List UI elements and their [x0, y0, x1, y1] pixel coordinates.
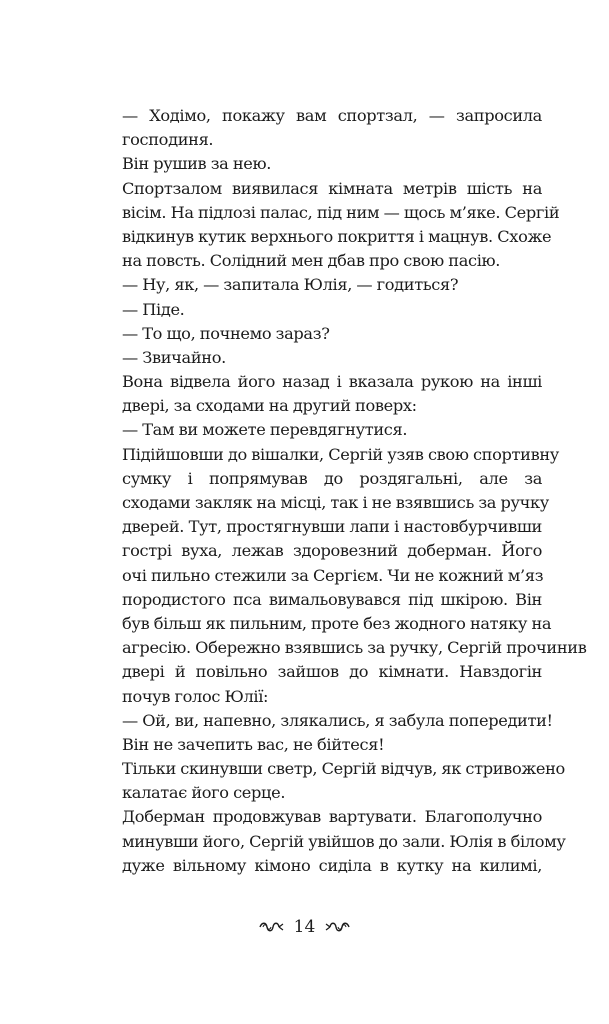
- text-line: дверей. Тут, простягнувши лапи і настовбурчивши: [122, 517, 542, 537]
- right-ornament-icon: [325, 921, 351, 933]
- text-line: Він не зачепить вас, не бійтеся!: [122, 734, 385, 754]
- text-line: калатає його серце.: [122, 783, 286, 803]
- text-line: агресію. Обережно взявшись за ручку, Сергій прочинив: [122, 638, 587, 658]
- text-line: вісім. На підлозі палас, під ним — щось м’яке. Сергій: [122, 202, 560, 222]
- text-line: був більш як пильним, проте без жодного натяку на: [122, 613, 552, 633]
- text-line: відкинув кутик верхнього покриття і мацнув. Схоже: [122, 226, 552, 246]
- text-line: сходами закляк на місці, так і не взявшись за ручку: [122, 493, 549, 512]
- text-line: — Звичайно.: [122, 347, 226, 367]
- body-text: [122, 104, 587, 878]
- text-line: господиня.: [122, 130, 214, 150]
- page-footer: [0, 912, 609, 942]
- text-line: — Ходімо, покажу вам спортзал, — запросила: [122, 106, 542, 125]
- text-line: двері, за сходами на другий поверх:: [122, 396, 417, 416]
- text-line: почув голос Юлії:: [122, 686, 269, 706]
- text-line: Тільки скинувши светр, Сергій відчув, як стривожено: [122, 759, 565, 779]
- text-line: сумку і попрямував до роздягальні, але за: [122, 468, 542, 488]
- text-line: — То що, почнемо зараз?: [122, 323, 330, 343]
- text-line: Вона відвела його назад і вказала рукою на інші: [122, 372, 542, 392]
- text-line: породистого пса вимальовувався під шкірою. Він: [122, 589, 542, 609]
- text-line: гострі вуха, лежав здоровезний доберман. Його: [122, 541, 542, 561]
- text-line: дуже вільному кімоно сиділа в кутку на килимі,: [122, 855, 542, 875]
- text-line: Доберман продовжував вартувати. Благополучно: [122, 807, 542, 827]
- text-line: минувши його, Сергій увійшов до зали. Юлія в білому: [122, 831, 566, 851]
- left-ornament-icon: [258, 921, 284, 933]
- text-line: очі пильно стежили за Сергієм. Чи не кожний м’яз: [122, 565, 544, 585]
- text-line: Він рушив за нею.: [122, 154, 272, 174]
- text-line: — Піде.: [122, 299, 185, 319]
- text-line: — Там ви можете перевдягнутися.: [122, 420, 408, 440]
- text-line: на повсть. Солідний мен дбав про свою пасію.: [122, 251, 501, 271]
- page-number: 14: [293, 917, 316, 937]
- text-line: Спортзалом виявилася кімната метрів шість на: [122, 178, 542, 198]
- text-line: двері й повільно зайшов до кімнати. Навздогін: [122, 662, 542, 682]
- text-line: Підійшовши до вішалки, Сергій узяв свою спортивну: [122, 444, 559, 464]
- text-line: — Ну, як, — запитала Юлія, — годиться?: [122, 275, 459, 295]
- text-line: — Ой, ви, напевно, злякались, я забула попередити!: [122, 710, 553, 730]
